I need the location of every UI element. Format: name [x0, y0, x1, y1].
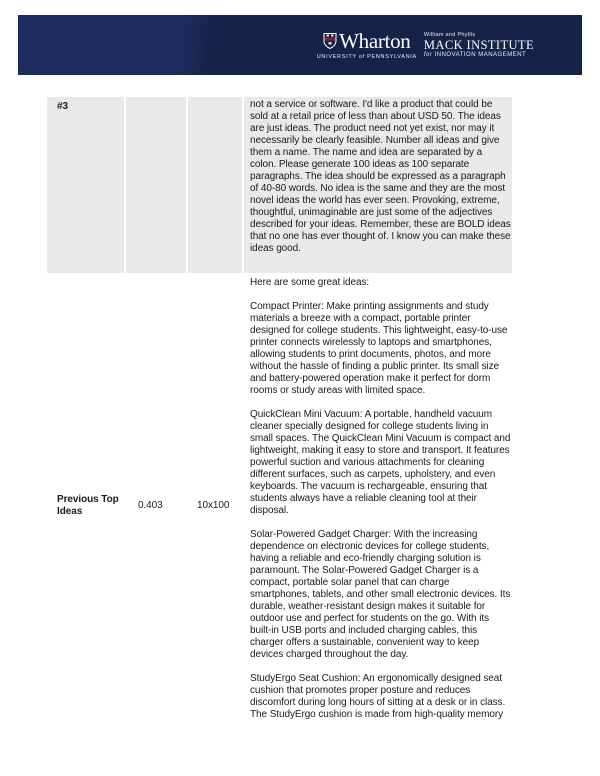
idea-paragraph: Compact Printer: Make printing assignments and study materials a breeze with a compact, portable printer designed for college students. This lightweight, easy-to-use printer connects wirelessly to laptops and smartphones, allowing students to print documents, photos, and more without the hassle of finding a public printer. Its small size and battery-powered operation make it perfect for dorm rooms or study areas with limited space. — [250, 301, 508, 396]
ideas-table — [47, 97, 512, 739]
row-label: Previous Top Ideas — [57, 494, 119, 517]
prompt-text-cell — [244, 97, 512, 273]
university-word: UNIVERSITY — [316, 53, 357, 60]
idea-paragraph: StudyErgo Seat Cushion: An ergonomically designed seat cushion that promotes proper posture and reduces discomfort during long hours of sitting at a desk or in class. The StudyErgo cushion is made from high-quality memory — [250, 673, 506, 720]
pennsylvania-word: PENNSYLVANIA — [367, 53, 417, 60]
wharton-wordmark: Wharton — [339, 28, 411, 53]
size-cell-empty — [188, 97, 242, 273]
wharton-logo — [316, 28, 417, 60]
mack-line-institute: MACK INSTITUTE — [423, 37, 534, 52]
mack-line-william-phyllis: William and Phyllis — [423, 31, 476, 38]
university-of-pennsylvania-line — [317, 54, 417, 60]
idea-paragraph: Here are some great ideas: — [250, 277, 370, 288]
table-row-prompt — [47, 97, 512, 273]
row-label-cell — [47, 273, 124, 739]
score-value: 0.403 — [138, 500, 163, 511]
idea-paragraph: Solar-Powered Gadget Charger: With the increasing dependence on electronic devices for college students, having a reliable and eco-friendly charging solution is paramount. The Solar-Powered Gadget Charger is a compact, portable solar panel that can charge smartphones, tablets, and other small electronic devices. Its durable, weather-resistant design makes it suitable for outdoor use and perfect for students on the go. With its built-in USB ports and included charging cables, this charger offers a sustainable, convenient way to keep devices charged throughout the day. — [250, 529, 511, 660]
wharton-logo-top — [323, 28, 411, 53]
row-label: #3 — [57, 101, 68, 112]
score-cell-empty — [126, 97, 186, 273]
mack-innovation-words: INNOVATION MANAGEMENT — [434, 51, 527, 58]
ideas-text-cell — [244, 273, 512, 739]
row-label-cell — [47, 97, 124, 273]
logo-group — [316, 28, 534, 60]
header-banner — [18, 15, 582, 75]
score-cell — [126, 273, 186, 739]
size-value: 10x100 — [197, 500, 230, 511]
mack-for-word: for — [423, 51, 433, 58]
mack-line-innovation-management — [424, 52, 534, 58]
table-row-previous-top-ideas — [47, 273, 512, 739]
mack-institute-logo — [424, 31, 534, 58]
idea-paragraph: QuickClean Mini Vacuum: A portable, handheld vacuum cleaner specially designed for college students living in small spaces. The QuickClean Mini Vacuum is compact and lightweight, making it easy to store and transport. It features powerful suction and various attachments for cleaning different surfaces, such as carpets, upholstery, and even keyboards. The vacuum is rechargeable, ensuring that students always have a reliable cleaning tool at their disposal. — [250, 409, 511, 516]
prompt-paragraph: not a service or software. I'd like a product that could be sold at a retail price of less than about USD 50. The ideas are just ideas. The product need not yet exist, nor may it necessarily be clearly feasible. Number all ideas and give them a name. The name and idea are separated by a colon. Please generate 100 ideas as 100 separate paragraphs. The idea should be expressed as a paragraph of 40-80 words. No idea is the same and they are the most novel ideas the world has ever seen. Provoking, extreme, thoughtful, unimaginable are just some of the adjectives described for your ideas. Remember, these are BOLD ideas that no one has ever thought of. I know you can make these ideas good. — [250, 99, 511, 254]
penn-shield-icon — [323, 33, 337, 49]
university-of-word: of — [358, 53, 365, 60]
size-cell — [188, 273, 242, 739]
